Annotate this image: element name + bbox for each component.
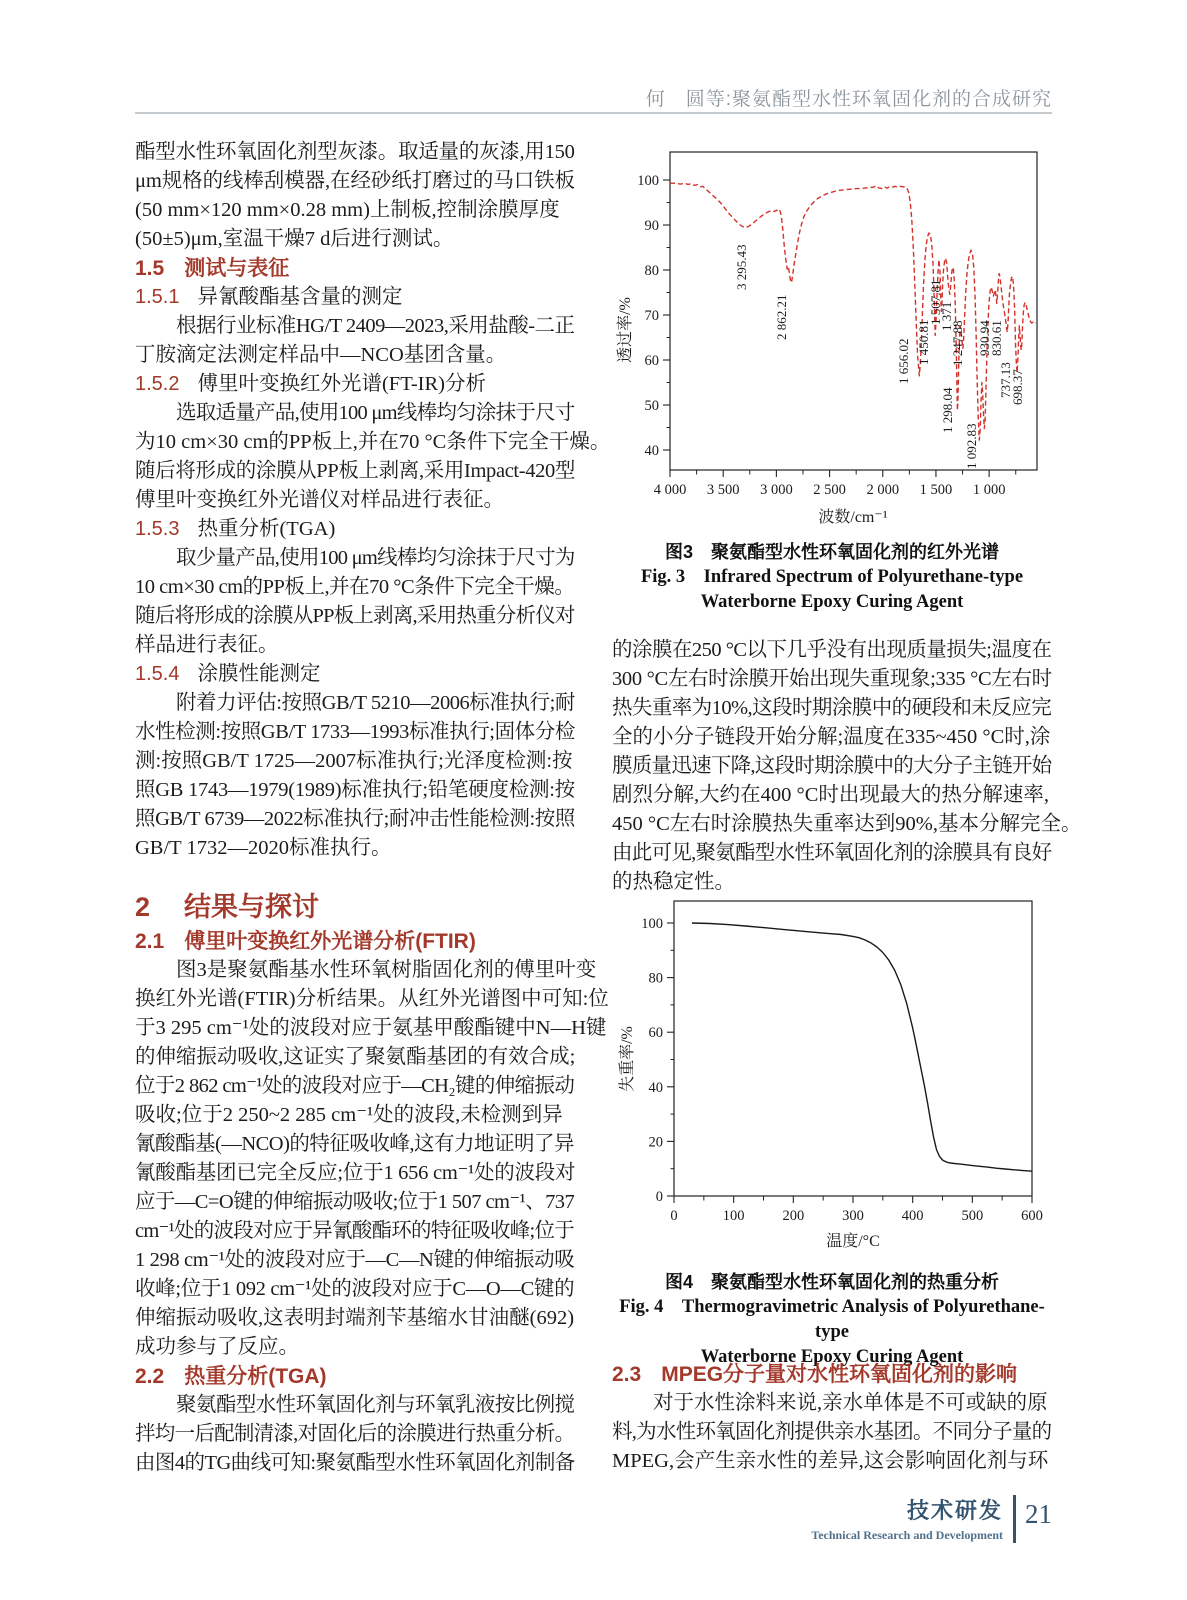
body-line: 取少量产品,使用100 μm线棒均匀涂抹于尺寸为	[176, 547, 575, 569]
svg-text:1 000: 1 000	[972, 482, 1006, 498]
body-line: 氰酸酯基(—NCO)的特征吸收峰,这有力地证明了异	[135, 1133, 575, 1155]
svg-text:200: 200	[782, 1208, 805, 1224]
svg-text:2 500: 2 500	[813, 482, 846, 498]
svg-text:3 295.43: 3 295.43	[734, 244, 749, 290]
figure3-caption-en: Waterborne Epoxy Curing Agent	[700, 592, 964, 612]
heading-number: 1.5.4	[135, 663, 180, 685]
svg-text:1 371: 1 371	[939, 301, 954, 331]
svg-text:1 247.88: 1 247.88	[950, 320, 965, 366]
body-line: 随后将形成的涂膜从PP板上剥离,采用Impact-420型	[135, 460, 576, 482]
body-line: 选取适量产品,使用100 μm线棒均匀涂抹于尺寸	[176, 402, 575, 424]
section-heading-1-5	[135, 254, 575, 283]
footer-section	[811, 1494, 1003, 1543]
body-line: 水性检测:按照GB/T 1733—1993标准执行;固体分检	[135, 721, 575, 743]
svg-text:50: 50	[644, 398, 659, 414]
tga-chart	[612, 886, 1052, 1254]
section-heading-2-1	[135, 927, 575, 956]
svg-text:透过率/%: 透过率/%	[617, 297, 634, 363]
svg-text:737.13: 737.13	[998, 362, 1013, 398]
body-line: (50 mm×120 mm×0.28 mm)上制板,控制涂膜厚度	[135, 199, 560, 221]
running-title: 何 圆等:聚氨酯型水性环氧固化剂的合成研究	[645, 89, 1052, 110]
body-line: 对于水性涂料来说,亲水单体是不可或缺的原	[653, 1392, 1048, 1414]
heading-title: 结果与探讨	[184, 892, 320, 922]
page-footer	[612, 1494, 1052, 1543]
body-line: 应于—C=O键的伸缩振动吸收;位于1 507 cm⁻¹、737	[135, 1191, 575, 1213]
body-line: 图3是聚氨酯基水性环氧树脂固化剂的傅里叶变	[176, 959, 597, 981]
body-line: 聚氨酯型水性环氧固化剂与环氧乳液按比例搅	[176, 1394, 575, 1416]
figure4-caption-zh: 图4 聚氨酯型水性环氧固化剂的热重分析	[664, 1272, 999, 1292]
svg-text:1 507.81: 1 507.81	[928, 279, 943, 325]
body-line: 热失重率为10%,这段时期涂膜中的硬段和未反应完	[612, 697, 1052, 719]
heading-number: 2	[135, 892, 151, 922]
body-line: 丁胺滴定法测定样品中—NCO基团含量。	[135, 344, 507, 366]
svg-text:0: 0	[655, 1189, 663, 1205]
figure4-caption-en: Fig. 4 Thermogravimetric Analysis of Polyurethane-type	[619, 1297, 1045, 1342]
heading-title: 傅里叶变换红外光谱分析(FTIR)	[184, 930, 476, 953]
heading-number: 2.3	[612, 1363, 642, 1386]
svg-text:1 092.83: 1 092.83	[964, 423, 979, 469]
heading-title: 异氰酸酯基含量的测定	[197, 286, 403, 308]
body-line: 根据行业标准HG/T 2409—2023,采用盐酸-二正	[176, 315, 575, 337]
body-line: 傅里叶变换红外光谱仪对样品进行表征。	[135, 489, 504, 511]
heading-title: MPEG分子量对水性环氧固化剂的影响	[661, 1363, 1018, 1386]
body-line: MPEG,会产生亲水性的差异,这会影响固化剂与环	[612, 1450, 1049, 1472]
svg-text:300: 300	[842, 1208, 864, 1224]
body-line: 于3 295 cm⁻¹处的波段对应于氨基甲酸酯键中N—H键	[135, 1017, 607, 1039]
svg-text:70: 70	[644, 308, 659, 324]
body-line: 测:按照GB/T 1725—2007标准执行;光泽度检测:按	[135, 750, 573, 772]
page-number: 21	[1025, 1499, 1052, 1529]
heading-number: 2.2	[135, 1365, 165, 1388]
body-line: 照GB/T 6739—2022标准执行;耐冲击性能检测:按照	[135, 808, 575, 830]
svg-text:失重率/%: 失重率/%	[619, 1026, 636, 1092]
ftir-figure	[612, 140, 1052, 615]
body-line: 吸收;位于2 250~2 285 cm⁻¹处的波段,未检测到异	[135, 1104, 563, 1126]
figure3-caption-zh: 图3 聚氨酯型水性环氧固化剂的红外光谱	[664, 542, 999, 562]
figure4-caption-en: Waterborne Epoxy Curing Agent	[700, 1347, 964, 1367]
heading-title: 傅里叶变换红外光谱(FT-IR)分析	[197, 373, 487, 395]
body-line: 氰酸酯基团已完全反应;位于1 656 cm⁻¹处的波段对	[135, 1162, 576, 1184]
svg-text:1 500: 1 500	[919, 482, 953, 498]
svg-text:830.61: 830.61	[989, 320, 1004, 356]
body-line: 酯型水性环氧固化剂型灰漆。取适量的灰漆,用150	[135, 141, 575, 163]
heading-title: 热重分析(TGA)	[197, 518, 336, 540]
section-heading-2	[135, 887, 575, 927]
body-line: 由图4的TG曲线可知:聚氨酯型水性环氧固化剂制备	[135, 1452, 575, 1474]
svg-text:1 298.04: 1 298.04	[940, 387, 955, 433]
footer-section-zh: 技术研发	[906, 1498, 1003, 1523]
body-line: cm⁻¹处的波段对应于异氰酸酯环的特征吸收峰;位于	[135, 1220, 574, 1242]
body-line: 样品进行表征。	[135, 634, 279, 656]
section-heading-1-5-1	[135, 283, 575, 312]
svg-text:60: 60	[644, 353, 659, 369]
body-line: 随后将形成的涂膜从PP板上剥离,采用热重分析仪对	[135, 605, 575, 627]
svg-text:3 000: 3 000	[760, 482, 793, 498]
svg-text:2 000: 2 000	[866, 482, 900, 498]
svg-text:80: 80	[644, 263, 659, 279]
body-line: (50±5)μm,室温干燥7 d后进行测试。	[135, 228, 454, 250]
svg-text:20: 20	[648, 1134, 663, 1151]
svg-text:60: 60	[648, 1025, 663, 1042]
svg-text:40: 40	[644, 443, 659, 459]
body-line: 剧烈分解,大约在400 °C时出现最大的热分解速率,	[612, 784, 1049, 806]
heading-title: 涂膜性能测定	[197, 663, 321, 685]
body-line: μm规格的线棒刮模器,在经砂纸打磨过的马口铁板	[135, 170, 575, 192]
body-line: 位于2 862 cm⁻¹处的波段对应于—CH₂键的伸缩振动	[135, 1075, 575, 1097]
svg-text:1 450.81: 1 450.81	[916, 319, 931, 365]
body-line: 换红外光谱(FTIR)分析结果。从红外光谱图中可知:位	[135, 988, 609, 1010]
section-heading-2-2	[135, 1362, 575, 1391]
right-column	[612, 138, 1082, 1558]
ftir-chart	[612, 140, 1052, 532]
section-heading-2-3	[612, 1360, 1052, 1389]
heading-number: 1.5.1	[135, 286, 180, 308]
body-line: 450 °C左右时涂膜热失重率达到90%,基本分解完全。	[612, 813, 1082, 835]
section-2-3	[612, 1360, 1052, 1476]
svg-text:100: 100	[637, 173, 659, 189]
svg-text:90: 90	[644, 218, 659, 234]
body-line: 拌均一后配制清漆,对固化后的涂膜进行热重分析。	[135, 1423, 575, 1445]
body-line: 的伸缩振动吸收,这证实了聚氨酯基团的有效合成;	[135, 1046, 576, 1068]
heading-title: 热重分析(TGA)	[184, 1365, 327, 1388]
footer-divider	[1013, 1495, 1016, 1543]
tga-figure	[612, 886, 1052, 1370]
body-line: 由此可见,聚氨酯型水性环氧固化剂的涂膜具有良好	[612, 842, 1052, 864]
body-line: 10 cm×30 cm的PP板上,并在70 °C条件下完全干燥。	[135, 576, 575, 598]
body-line: 成功参与了反应。	[135, 1336, 299, 1358]
svg-text:100: 100	[722, 1208, 745, 1224]
tga-discussion-paragraph	[612, 636, 1082, 897]
section-heading-1-5-4	[135, 660, 575, 689]
figure3-caption-en: Fig. 3 Infrared Spectrum of Polyurethane-type	[640, 567, 1024, 587]
svg-text:930.94: 930.94	[977, 320, 992, 356]
left-column	[135, 138, 611, 1478]
body-line: 的涂膜在250 °C以下几乎没有出现质量损失;温度在	[612, 639, 1052, 661]
heading-number: 1.5.2	[135, 373, 180, 395]
body-line: 300 °C左右时涂膜开始出现失重现象;335 °C左右时	[612, 668, 1052, 690]
svg-text:0: 0	[670, 1208, 678, 1224]
svg-text:400: 400	[901, 1208, 924, 1224]
body-line: 附着力评估:按照GB/T 5210—2006标准执行;耐	[176, 692, 575, 714]
svg-text:600: 600	[1021, 1208, 1043, 1224]
heading-number: 1.5	[135, 257, 165, 280]
svg-text:698.37: 698.37	[1010, 369, 1025, 405]
svg-text:温度/°C: 温度/°C	[826, 1233, 880, 1250]
heading-number: 1.5.3	[135, 518, 180, 540]
svg-text:40: 40	[648, 1079, 663, 1096]
heading-title: 测试与表征	[184, 257, 290, 280]
body-line: 料,为水性环氧固化剂提供亲水基团。不同分子量的	[612, 1421, 1052, 1443]
footer-section-en: Technical Research and Development	[811, 1528, 1003, 1542]
header-divider	[135, 112, 1052, 114]
section-heading-1-5-3	[135, 515, 575, 544]
body-line: GB/T 1732—2020标准执行。	[135, 837, 392, 859]
svg-text:3 500: 3 500	[706, 482, 740, 498]
body-line: 伸缩振动吸收,这表明封端剂苄基缩水甘油醚(692)	[135, 1307, 575, 1329]
body-line: 膜质量迅速下降,这段时期涂膜中的大分子主链开始	[612, 755, 1052, 777]
svg-text:4 000: 4 000	[653, 482, 687, 498]
svg-text:波数/cm⁻¹: 波数/cm⁻¹	[818, 509, 888, 526]
svg-text:2 862.21: 2 862.21	[774, 294, 789, 340]
body-line: 为10 cm×30 cm的PP板上,并在70 °C条件下完全干燥。	[135, 431, 611, 453]
svg-text:500: 500	[961, 1208, 984, 1224]
body-line: 的热稳定性。	[612, 871, 735, 893]
body-line: 1 298 cm⁻¹处的波段对应于—C—N键的伸缩振动吸	[135, 1249, 575, 1271]
body-line: 照GB 1743—1979(1989)标准执行;铅笔硬度检测:按	[135, 779, 575, 801]
section-heading-1-5-2	[135, 370, 575, 399]
body-line: 收峰;位于1 092 cm⁻¹处的波段对应于C—O—C键的	[135, 1278, 575, 1300]
svg-text:1 656.02: 1 656.02	[896, 338, 911, 384]
svg-text:100: 100	[641, 916, 663, 932]
heading-number: 2.1	[135, 930, 165, 953]
svg-text:80: 80	[648, 970, 663, 987]
body-line: 全的小分子链段开始分解;温度在335~450 °C时,涂	[612, 726, 1051, 748]
